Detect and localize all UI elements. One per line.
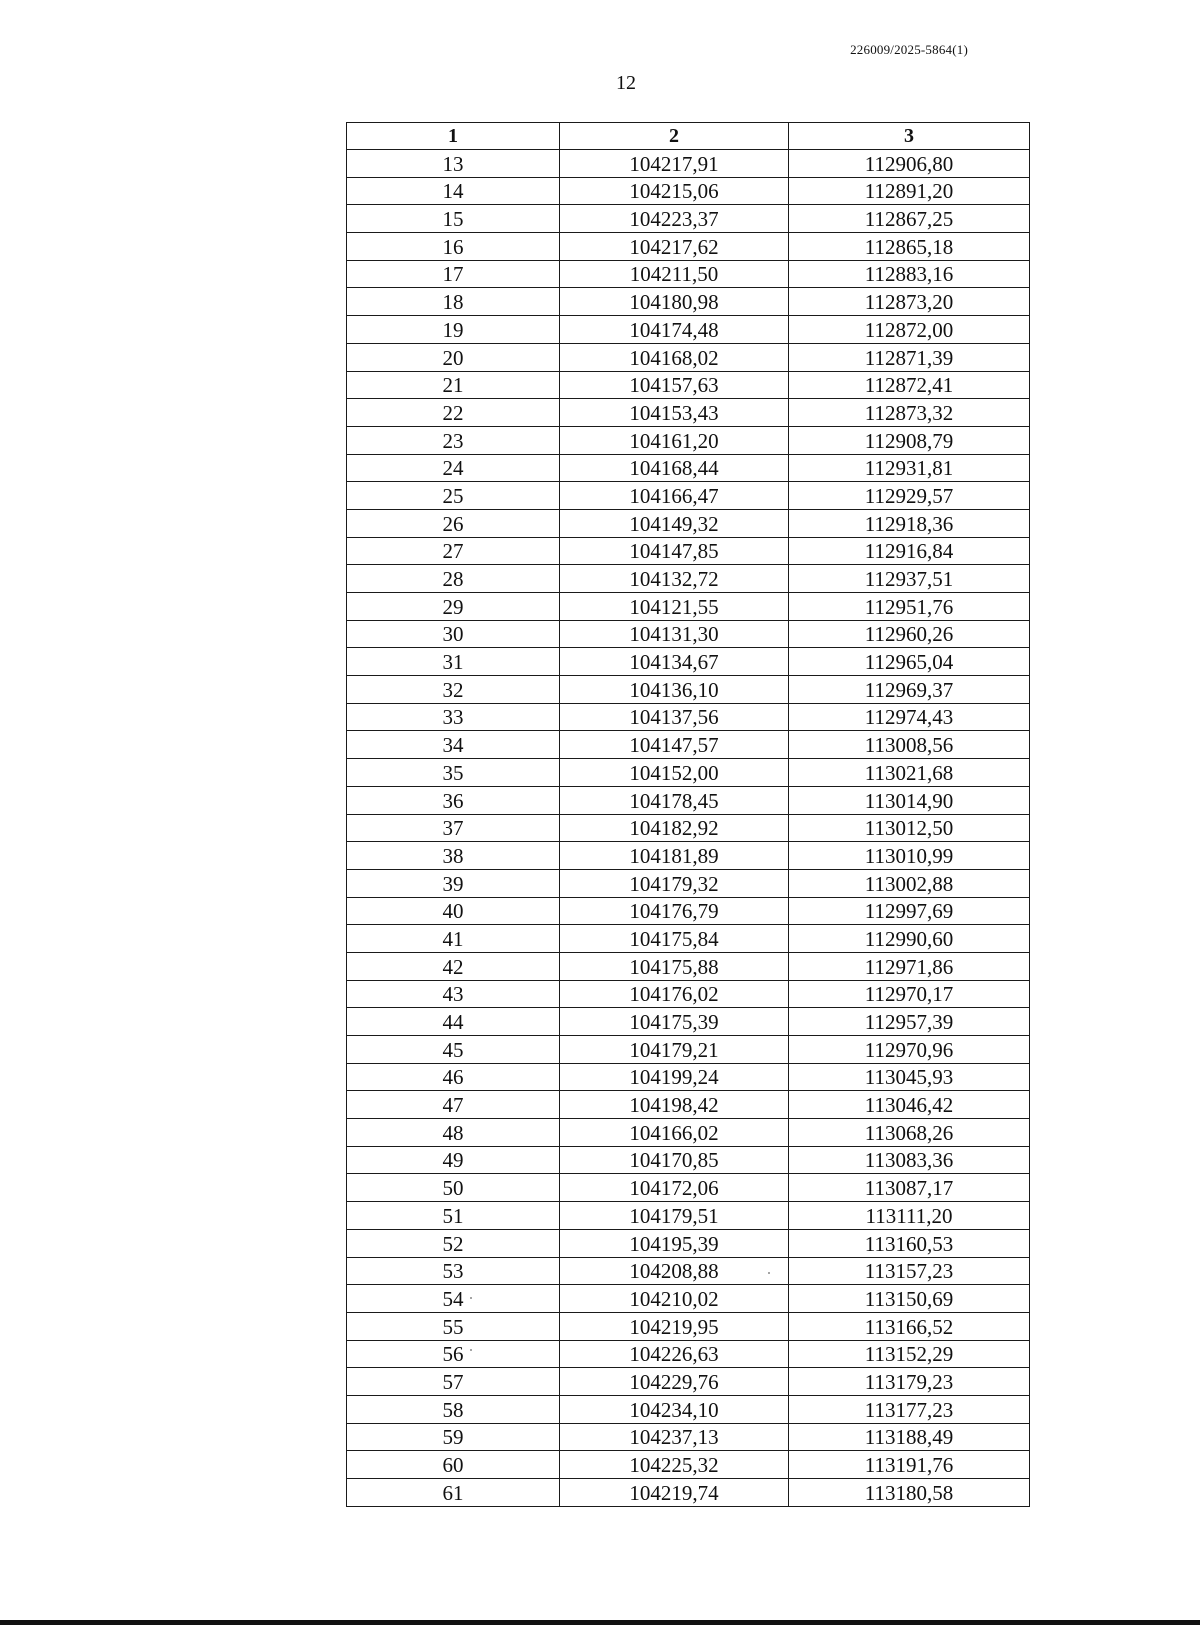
x-coordinate-cell: 104153,43 bbox=[560, 399, 789, 427]
scan-bottom-edge bbox=[0, 1620, 1200, 1625]
x-coordinate-cell: 104166,47 bbox=[560, 482, 789, 510]
x-coordinate-cell: 104208,88 bbox=[560, 1257, 789, 1285]
table-row bbox=[347, 288, 1030, 316]
table-row bbox=[347, 1423, 1030, 1451]
y-coordinate-cell: 112916,84 bbox=[789, 537, 1030, 565]
point-number-cell: 23 bbox=[347, 426, 560, 454]
y-coordinate-cell: 112970,96 bbox=[789, 1036, 1030, 1064]
y-coordinate-cell: 112873,32 bbox=[789, 399, 1030, 427]
y-coordinate-cell: 112871,39 bbox=[789, 343, 1030, 371]
y-coordinate-cell: 113010,99 bbox=[789, 842, 1030, 870]
table-row bbox=[347, 343, 1030, 371]
table-row bbox=[347, 1008, 1030, 1036]
table-row bbox=[347, 814, 1030, 842]
x-coordinate-cell: 104174,48 bbox=[560, 316, 789, 344]
table-row bbox=[347, 509, 1030, 537]
table-row bbox=[347, 1451, 1030, 1479]
point-number-cell: 34 bbox=[347, 731, 560, 759]
point-number-cell: 58 bbox=[347, 1395, 560, 1423]
x-coordinate-cell: 104136,10 bbox=[560, 676, 789, 704]
table-row bbox=[347, 205, 1030, 233]
x-coordinate-cell: 104147,85 bbox=[560, 537, 789, 565]
point-number-cell: 24 bbox=[347, 454, 560, 482]
point-number-cell: 52 bbox=[347, 1229, 560, 1257]
y-coordinate-cell: 113150,69 bbox=[789, 1285, 1030, 1313]
y-coordinate-cell: 112957,39 bbox=[789, 1008, 1030, 1036]
x-coordinate-cell: 104225,32 bbox=[560, 1451, 789, 1479]
table-row bbox=[347, 1063, 1030, 1091]
point-number-cell: 45 bbox=[347, 1036, 560, 1064]
x-coordinate-cell: 104219,95 bbox=[560, 1312, 789, 1340]
x-coordinate-cell: 104134,67 bbox=[560, 648, 789, 676]
point-number-cell: 59 bbox=[347, 1423, 560, 1451]
table-row bbox=[347, 620, 1030, 648]
table-row bbox=[347, 1202, 1030, 1230]
table-row bbox=[347, 593, 1030, 621]
table-row bbox=[347, 482, 1030, 510]
y-coordinate-cell: 113152,29 bbox=[789, 1340, 1030, 1368]
point-number-cell: 35 bbox=[347, 759, 560, 787]
point-number-cell: 37 bbox=[347, 814, 560, 842]
column-header-2: 2 bbox=[560, 123, 789, 150]
table-row bbox=[347, 260, 1030, 288]
point-number-cell: 26 bbox=[347, 509, 560, 537]
x-coordinate-cell: 104147,57 bbox=[560, 731, 789, 759]
x-coordinate-cell: 104210,02 bbox=[560, 1285, 789, 1313]
x-coordinate-cell: 104132,72 bbox=[560, 565, 789, 593]
table-row bbox=[347, 676, 1030, 704]
point-number-cell: 27 bbox=[347, 537, 560, 565]
point-number-cell: 16 bbox=[347, 233, 560, 261]
point-number-cell: 61 bbox=[347, 1479, 560, 1507]
point-number-cell: 60 bbox=[347, 1451, 560, 1479]
x-coordinate-cell: 104182,92 bbox=[560, 814, 789, 842]
y-coordinate-cell: 112908,79 bbox=[789, 426, 1030, 454]
scan-speck bbox=[470, 1349, 472, 1351]
y-coordinate-cell: 113014,90 bbox=[789, 786, 1030, 814]
y-coordinate-cell: 112965,04 bbox=[789, 648, 1030, 676]
x-coordinate-cell: 104175,84 bbox=[560, 925, 789, 953]
table-row bbox=[347, 1312, 1030, 1340]
x-coordinate-cell: 104179,21 bbox=[560, 1036, 789, 1064]
x-coordinate-cell: 104168,44 bbox=[560, 454, 789, 482]
x-coordinate-cell: 104226,63 bbox=[560, 1340, 789, 1368]
table-row bbox=[347, 1479, 1030, 1507]
x-coordinate-cell: 104175,88 bbox=[560, 952, 789, 980]
y-coordinate-cell: 112971,86 bbox=[789, 952, 1030, 980]
y-coordinate-cell: 113111,20 bbox=[789, 1202, 1030, 1230]
point-number-cell: 22 bbox=[347, 399, 560, 427]
y-coordinate-cell: 113068,26 bbox=[789, 1119, 1030, 1147]
y-coordinate-cell: 112872,41 bbox=[789, 371, 1030, 399]
x-coordinate-cell: 104137,56 bbox=[560, 703, 789, 731]
x-coordinate-cell: 104166,02 bbox=[560, 1119, 789, 1147]
y-coordinate-cell: 112865,18 bbox=[789, 233, 1030, 261]
x-coordinate-cell: 104131,30 bbox=[560, 620, 789, 648]
point-number-cell: 36 bbox=[347, 786, 560, 814]
point-number-cell: 14 bbox=[347, 177, 560, 205]
table-row bbox=[347, 177, 1030, 205]
point-number-cell: 55 bbox=[347, 1312, 560, 1340]
y-coordinate-cell: 112906,80 bbox=[789, 150, 1030, 178]
y-coordinate-cell: 112970,17 bbox=[789, 980, 1030, 1008]
x-coordinate-cell: 104211,50 bbox=[560, 260, 789, 288]
point-number-cell: 28 bbox=[347, 565, 560, 593]
table-header-row bbox=[347, 123, 1030, 150]
x-coordinate-cell: 104176,79 bbox=[560, 897, 789, 925]
table-row bbox=[347, 1285, 1030, 1313]
point-number-cell: 41 bbox=[347, 925, 560, 953]
point-number-cell: 48 bbox=[347, 1119, 560, 1147]
table-row bbox=[347, 1174, 1030, 1202]
x-coordinate-cell: 104217,91 bbox=[560, 150, 789, 178]
y-coordinate-cell: 112969,37 bbox=[789, 676, 1030, 704]
table-row bbox=[347, 842, 1030, 870]
y-coordinate-cell: 113166,52 bbox=[789, 1312, 1030, 1340]
document-number: 226009/2025-5864(1) bbox=[850, 42, 968, 57]
point-number-cell: 44 bbox=[347, 1008, 560, 1036]
point-number-cell: 19 bbox=[347, 316, 560, 344]
x-coordinate-cell: 104219,74 bbox=[560, 1479, 789, 1507]
x-coordinate-cell: 104170,85 bbox=[560, 1146, 789, 1174]
point-number-cell: 38 bbox=[347, 842, 560, 870]
point-number-cell: 46 bbox=[347, 1063, 560, 1091]
table-row bbox=[347, 1229, 1030, 1257]
table-row bbox=[347, 1119, 1030, 1147]
x-coordinate-cell: 104180,98 bbox=[560, 288, 789, 316]
y-coordinate-cell: 113157,23 bbox=[789, 1257, 1030, 1285]
point-number-cell: 13 bbox=[347, 150, 560, 178]
scan-speck bbox=[470, 1297, 472, 1299]
point-number-cell: 17 bbox=[347, 260, 560, 288]
x-coordinate-cell: 104152,00 bbox=[560, 759, 789, 787]
table-row bbox=[347, 731, 1030, 759]
x-coordinate-cell: 104179,32 bbox=[560, 869, 789, 897]
y-coordinate-cell: 113160,53 bbox=[789, 1229, 1030, 1257]
y-coordinate-cell: 112873,20 bbox=[789, 288, 1030, 316]
x-coordinate-cell: 104149,32 bbox=[560, 509, 789, 537]
x-coordinate-cell: 104157,63 bbox=[560, 371, 789, 399]
y-coordinate-cell: 112891,20 bbox=[789, 177, 1030, 205]
x-coordinate-cell: 104199,24 bbox=[560, 1063, 789, 1091]
table-row bbox=[347, 1257, 1030, 1285]
y-coordinate-cell: 112951,76 bbox=[789, 593, 1030, 621]
table-row bbox=[347, 150, 1030, 178]
x-coordinate-cell: 104217,62 bbox=[560, 233, 789, 261]
y-coordinate-cell: 113046,42 bbox=[789, 1091, 1030, 1119]
table-row bbox=[347, 426, 1030, 454]
y-coordinate-cell: 112937,51 bbox=[789, 565, 1030, 593]
page-number: 12 bbox=[616, 72, 636, 94]
point-number-cell: 40 bbox=[347, 897, 560, 925]
table-row bbox=[347, 565, 1030, 593]
x-coordinate-cell: 104181,89 bbox=[560, 842, 789, 870]
table-row bbox=[347, 233, 1030, 261]
y-coordinate-cell: 113008,56 bbox=[789, 731, 1030, 759]
table-row bbox=[347, 952, 1030, 980]
x-coordinate-cell: 104176,02 bbox=[560, 980, 789, 1008]
x-coordinate-cell: 104195,39 bbox=[560, 1229, 789, 1257]
y-coordinate-cell: 112931,81 bbox=[789, 454, 1030, 482]
point-number-cell: 15 bbox=[347, 205, 560, 233]
x-coordinate-cell: 104223,37 bbox=[560, 205, 789, 233]
y-coordinate-cell: 113083,36 bbox=[789, 1146, 1030, 1174]
point-number-cell: 20 bbox=[347, 343, 560, 371]
y-coordinate-cell: 113002,88 bbox=[789, 869, 1030, 897]
x-coordinate-cell: 104161,20 bbox=[560, 426, 789, 454]
y-coordinate-cell: 112872,00 bbox=[789, 316, 1030, 344]
point-number-cell: 29 bbox=[347, 593, 560, 621]
point-number-cell: 32 bbox=[347, 676, 560, 704]
x-coordinate-cell: 104175,39 bbox=[560, 1008, 789, 1036]
point-number-cell: 25 bbox=[347, 482, 560, 510]
y-coordinate-cell: 112929,57 bbox=[789, 482, 1030, 510]
y-coordinate-cell: 113021,68 bbox=[789, 759, 1030, 787]
y-coordinate-cell: 113191,76 bbox=[789, 1451, 1030, 1479]
y-coordinate-cell: 113012,50 bbox=[789, 814, 1030, 842]
point-number-cell: 18 bbox=[347, 288, 560, 316]
point-number-cell: 47 bbox=[347, 1091, 560, 1119]
coordinates-table bbox=[346, 122, 1030, 1507]
y-coordinate-cell: 113188,49 bbox=[789, 1423, 1030, 1451]
point-number-cell: 42 bbox=[347, 952, 560, 980]
column-header-3: 3 bbox=[789, 123, 1030, 150]
point-number-cell: 49 bbox=[347, 1146, 560, 1174]
y-coordinate-cell: 112960,26 bbox=[789, 620, 1030, 648]
table-row bbox=[347, 1340, 1030, 1368]
table-row bbox=[347, 897, 1030, 925]
y-coordinate-cell: 113180,58 bbox=[789, 1479, 1030, 1507]
point-number-cell: 33 bbox=[347, 703, 560, 731]
table-row bbox=[347, 316, 1030, 344]
y-coordinate-cell: 113177,23 bbox=[789, 1395, 1030, 1423]
table-row bbox=[347, 1036, 1030, 1064]
table-row bbox=[347, 1091, 1030, 1119]
table-row bbox=[347, 980, 1030, 1008]
y-coordinate-cell: 112997,69 bbox=[789, 897, 1030, 925]
table-row bbox=[347, 1146, 1030, 1174]
scan-speck bbox=[768, 1272, 770, 1274]
x-coordinate-cell: 104121,55 bbox=[560, 593, 789, 621]
point-number-cell: 57 bbox=[347, 1368, 560, 1396]
table-row bbox=[347, 648, 1030, 676]
table-row bbox=[347, 786, 1030, 814]
point-number-cell: 53 bbox=[347, 1257, 560, 1285]
y-coordinate-cell: 112990,60 bbox=[789, 925, 1030, 953]
y-coordinate-cell: 112918,36 bbox=[789, 509, 1030, 537]
point-number-cell: 54 bbox=[347, 1285, 560, 1313]
x-coordinate-cell: 104179,51 bbox=[560, 1202, 789, 1230]
point-number-cell: 51 bbox=[347, 1202, 560, 1230]
x-coordinate-cell: 104168,02 bbox=[560, 343, 789, 371]
y-coordinate-cell: 112867,25 bbox=[789, 205, 1030, 233]
x-coordinate-cell: 104237,13 bbox=[560, 1423, 789, 1451]
point-number-cell: 56 bbox=[347, 1340, 560, 1368]
x-coordinate-cell: 104215,06 bbox=[560, 177, 789, 205]
table-row bbox=[347, 759, 1030, 787]
point-number-cell: 39 bbox=[347, 869, 560, 897]
x-coordinate-cell: 104178,45 bbox=[560, 786, 789, 814]
point-number-cell: 43 bbox=[347, 980, 560, 1008]
x-coordinate-cell: 104229,76 bbox=[560, 1368, 789, 1396]
table-row bbox=[347, 454, 1030, 482]
table-row bbox=[347, 537, 1030, 565]
column-header-1: 1 bbox=[347, 123, 560, 150]
x-coordinate-cell: 104198,42 bbox=[560, 1091, 789, 1119]
y-coordinate-cell: 113045,93 bbox=[789, 1063, 1030, 1091]
table-body bbox=[347, 150, 1030, 1507]
table-row bbox=[347, 1368, 1030, 1396]
point-number-cell: 21 bbox=[347, 371, 560, 399]
x-coordinate-cell: 104234,10 bbox=[560, 1395, 789, 1423]
y-coordinate-cell: 113087,17 bbox=[789, 1174, 1030, 1202]
point-number-cell: 30 bbox=[347, 620, 560, 648]
point-number-cell: 31 bbox=[347, 648, 560, 676]
table-row bbox=[347, 703, 1030, 731]
x-coordinate-cell: 104172,06 bbox=[560, 1174, 789, 1202]
point-number-cell: 50 bbox=[347, 1174, 560, 1202]
y-coordinate-cell: 113179,23 bbox=[789, 1368, 1030, 1396]
table-row bbox=[347, 371, 1030, 399]
table-row bbox=[347, 925, 1030, 953]
table-row bbox=[347, 399, 1030, 427]
table-row bbox=[347, 869, 1030, 897]
y-coordinate-cell: 112974,43 bbox=[789, 703, 1030, 731]
table-row bbox=[347, 1395, 1030, 1423]
y-coordinate-cell: 112883,16 bbox=[789, 260, 1030, 288]
